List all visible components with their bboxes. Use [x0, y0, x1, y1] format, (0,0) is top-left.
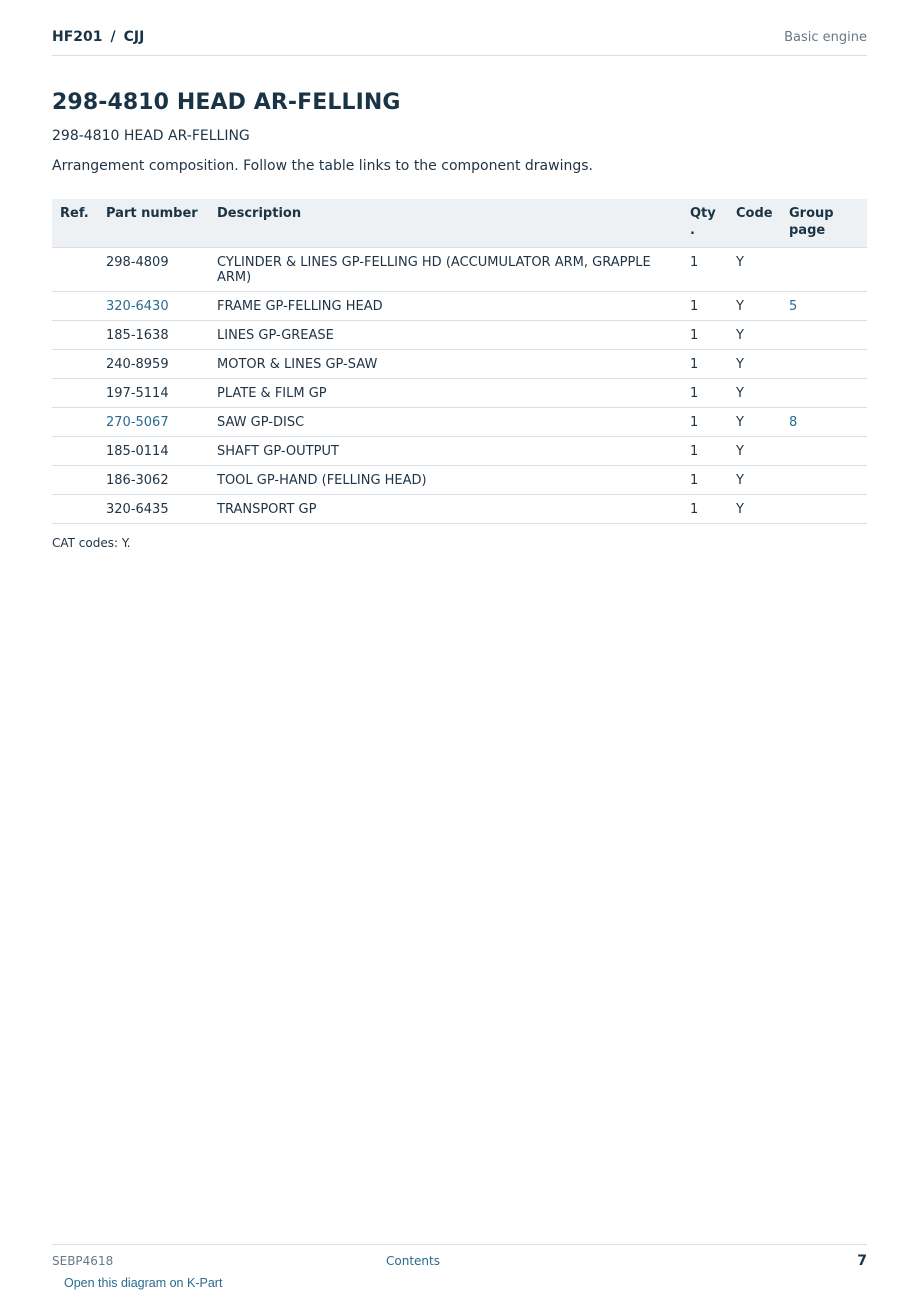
cell-ref — [52, 292, 98, 321]
page-footer — [52, 1244, 867, 1274]
cell-description: TRANSPORT GP — [209, 495, 682, 524]
contents-link[interactable]: Contents — [386, 1254, 440, 1268]
cell-ref — [52, 437, 98, 466]
cell-description: LINES GP-GREASE — [209, 321, 682, 350]
cell-ref — [52, 408, 98, 437]
cell-description: CYLINDER & LINES GP-FELLING HD (ACCUMULATOR ARM, GRAPPLE ARM) — [209, 248, 682, 292]
section-label: Basic engine — [784, 30, 867, 45]
document-id: SEBP4618 — [52, 1254, 114, 1268]
table-row — [52, 379, 867, 408]
cat-codes-note: CAT codes: Y. — [52, 536, 131, 550]
cell-code: Y — [728, 437, 781, 466]
cell-group-page — [781, 466, 867, 495]
column-header-qty — [682, 199, 728, 248]
column-header-code: Code — [728, 199, 781, 248]
cell-ref — [52, 495, 98, 524]
column-header-group-line1: Group — [789, 206, 834, 221]
group-page-link[interactable]: 8 — [789, 415, 798, 430]
cell-part-number: 240-8959 — [98, 350, 209, 379]
column-header-ref: Ref. — [52, 199, 98, 248]
cell-part-number: 185-0114 — [98, 437, 209, 466]
cell-part-number — [98, 292, 209, 321]
table-row — [52, 466, 867, 495]
column-header-part-number: Part number — [98, 199, 209, 248]
cell-qty: 1 — [682, 437, 728, 466]
cell-ref — [52, 248, 98, 292]
cell-part-number: 186-3062 — [98, 466, 209, 495]
table-row — [52, 350, 867, 379]
cell-code: Y — [728, 292, 781, 321]
cell-part-number: 197-5114 — [98, 379, 209, 408]
column-header-group-page — [781, 199, 867, 248]
breadcrumb-model: HF201 — [52, 29, 103, 45]
cell-code: Y — [728, 321, 781, 350]
cell-description: PLATE & FILM GP — [209, 379, 682, 408]
cell-group-page — [781, 248, 867, 292]
table-row — [52, 495, 867, 524]
cell-ref — [52, 466, 98, 495]
part-number-link[interactable]: 270-5067 — [106, 415, 169, 430]
page-header — [52, 28, 867, 56]
cell-group-page — [781, 495, 867, 524]
cell-part-number — [98, 408, 209, 437]
cell-ref — [52, 350, 98, 379]
cell-description: MOTOR & LINES GP-SAW — [209, 350, 682, 379]
cell-code: Y — [728, 379, 781, 408]
cell-description: TOOL GP-HAND (FELLING HEAD) — [209, 466, 682, 495]
cell-part-number: 298-4809 — [98, 248, 209, 292]
column-header-qty-line2: . — [690, 223, 695, 238]
table-row — [52, 437, 867, 466]
cell-ref — [52, 379, 98, 408]
column-header-description: Description — [209, 199, 682, 248]
table-row — [52, 292, 867, 321]
cell-group-page — [781, 437, 867, 466]
intro-text: Arrangement composition. Follow the table links to the component drawings. — [52, 158, 593, 174]
cell-code: Y — [728, 408, 781, 437]
cell-group-page — [781, 379, 867, 408]
cell-group-page — [781, 408, 867, 437]
table-row — [52, 408, 867, 437]
cell-qty: 1 — [682, 292, 728, 321]
cell-part-number: 185-1638 — [98, 321, 209, 350]
part-number-link[interactable]: 320-6430 — [106, 299, 169, 314]
cell-code: Y — [728, 495, 781, 524]
cell-group-page — [781, 350, 867, 379]
cell-qty: 1 — [682, 466, 728, 495]
cell-group-page — [781, 321, 867, 350]
kpart-link[interactable]: Open this diagram on K-Part — [64, 1276, 223, 1290]
cell-qty: 1 — [682, 321, 728, 350]
cell-code: Y — [728, 350, 781, 379]
cell-part-number: 320-6435 — [98, 495, 209, 524]
table-header-row — [52, 199, 867, 248]
cell-code: Y — [728, 466, 781, 495]
page-number: 7 — [857, 1253, 867, 1269]
breadcrumb-serial-prefix: CJJ — [123, 29, 145, 45]
cell-description: SHAFT GP-OUTPUT — [209, 437, 682, 466]
cell-qty: 1 — [682, 495, 728, 524]
table-row — [52, 248, 867, 292]
breadcrumb-separator: / — [110, 29, 116, 45]
page-subtitle: 298-4810 HEAD AR-FELLING — [52, 128, 250, 144]
cell-qty: 1 — [682, 350, 728, 379]
cell-group-page — [781, 292, 867, 321]
page-title: 298-4810 HEAD AR-FELLING — [52, 90, 401, 115]
cell-qty: 1 — [682, 408, 728, 437]
breadcrumb — [52, 29, 144, 45]
column-header-qty-line1: Qty — [690, 206, 716, 221]
cell-qty: 1 — [682, 379, 728, 408]
cell-description: FRAME GP-FELLING HEAD — [209, 292, 682, 321]
cell-description: SAW GP-DISC — [209, 408, 682, 437]
parts-table — [52, 199, 867, 524]
cell-ref — [52, 321, 98, 350]
cell-qty: 1 — [682, 248, 728, 292]
table-row — [52, 321, 867, 350]
cell-code: Y — [728, 248, 781, 292]
group-page-link[interactable]: 5 — [789, 299, 798, 314]
column-header-group-line2: page — [789, 223, 826, 238]
